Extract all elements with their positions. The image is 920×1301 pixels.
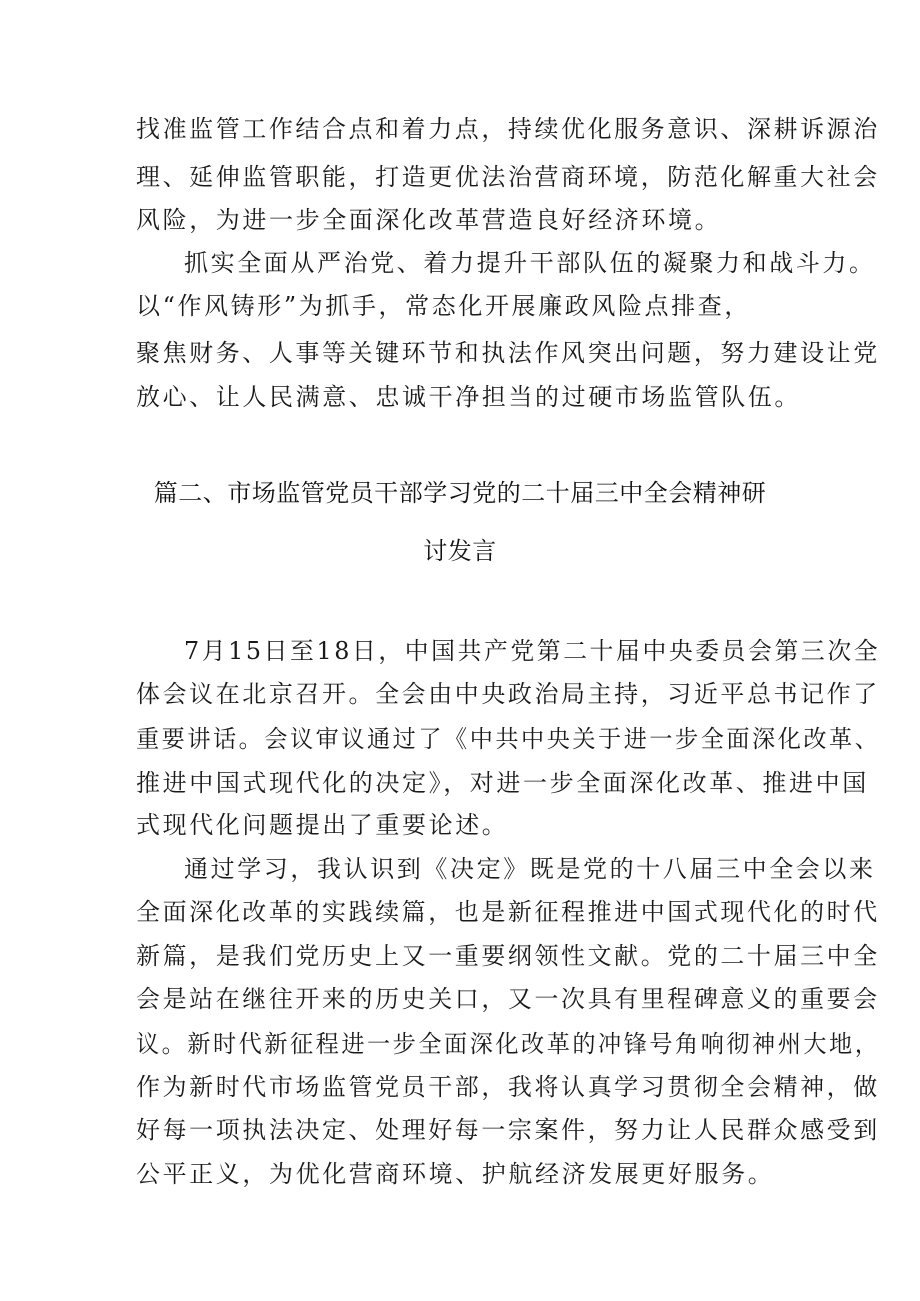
paragraph-line: 抓实全面从严治党、着力提升干部队伍的凝聚力和战斗力。 <box>184 249 876 277</box>
paragraph-line: 全面深化改革的实践续篇，也是新征程推进中国式现代化的时代 <box>136 898 880 926</box>
paragraph-line: 放心、让人民满意、忠诚干净担当的过硬市场监管队伍。 <box>136 383 801 411</box>
paragraph-line: 新篇，是我们党历史上又一重要纲领性文献。党的二十届三中全 <box>136 942 880 970</box>
paragraph-line: 聚焦财务、人事等关键环节和执法作风突出问题，努力建设让党 <box>136 339 880 367</box>
paragraph-line: 风险，为进一步全面深化改革营造良好经济环境。 <box>136 206 722 234</box>
paragraph-line: 理、延伸监管职能，打造更优法治营商环境，防范化解重大社会 <box>136 163 880 191</box>
heading-line-2: 讨发言 <box>423 537 497 565</box>
paragraph-line: 作为新时代市场监管党员干部，我将认真学习贯彻全会精神，做 <box>136 1073 880 1101</box>
heading-line-1: 篇二、市场监管党员干部学习党的二十届三中全会精神研 <box>153 479 767 507</box>
paragraph-line: 议。新时代新征程进一步全面深化改革的冲锋号角响彻神州大地， <box>136 1030 881 1058</box>
paragraph-line: 7月15日至18日，中国共产党第二十届中央委员会第三次全 <box>184 637 881 665</box>
paragraph-line: 会是站在继往开来的历史关口，又一次具有里程碑意义的重要会 <box>136 985 880 1013</box>
paragraph-line: 找准监管工作结合点和着力点，持续优化服务意识、深耕诉源治 <box>136 115 880 143</box>
paragraph-line: 式现代化问题提出了重要论述。 <box>136 811 509 839</box>
paragraph-line: 好每一项执法决定、处理好每一宗案件，努力让人民群众感受到 <box>136 1116 880 1144</box>
paragraph-line: 以“作风铸形”为抓手，常态化开展廉政风险点排查， <box>136 292 751 320</box>
paragraph-line: 体会议在北京召开。全会由中央政治局主持，习近平总书记作了 <box>136 680 880 708</box>
paragraph-line: 重要讲话。会议审议通过了《中共中央关于进一步全面深化改革、 <box>136 725 881 753</box>
paragraph-line: 通过学习，我认识到《决定》既是党的十八届三中全会以来 <box>184 855 876 883</box>
paragraph-line: 公平正义，为优化营商环境、护航经济发展更好服务。 <box>136 1160 775 1188</box>
paragraph-line: 推进中国式现代化的决定》，对进一步全面深化改革、推进中国 <box>136 769 869 797</box>
